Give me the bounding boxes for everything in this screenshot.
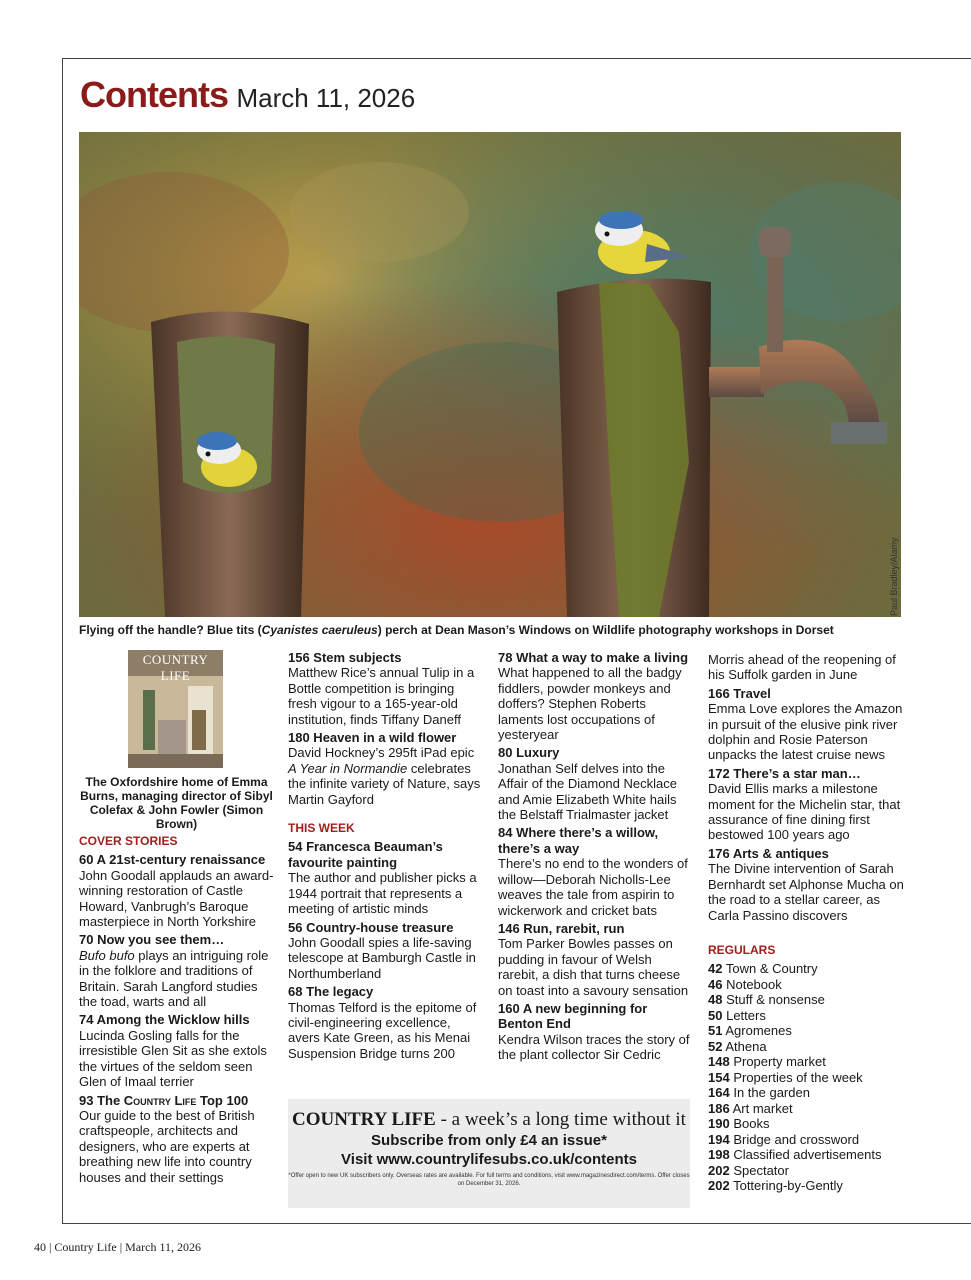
section-heading-this-week: THIS WEEK: [288, 821, 355, 836]
contents-heading: Contents: [80, 74, 228, 115]
brand-name: COUNTRY LIFE: [292, 1109, 436, 1130]
article-title[interactable]: 160 A new beginning for Benton End: [498, 1000, 648, 1032]
caption-text-end: ) perch at Dean Mason’s Windows on Wildlife photography workshops in Dorset: [377, 623, 834, 637]
article-desc: Emma Love explores the Amazon in pursuit of the elusive pink river dolphin and Rosie Paterson unpacks the latest cruise news: [708, 701, 903, 763]
page-number: 164: [708, 1085, 730, 1101]
cover-masthead: COUNTRY LIFE: [142, 652, 209, 683]
photo-caption: [79, 623, 909, 637]
regular-item[interactable]: [708, 961, 908, 977]
blue-tits-illustration: [79, 132, 901, 617]
article-continuation: [708, 652, 908, 683]
article-title[interactable]: 172 There’s a star man…: [708, 765, 861, 781]
subscribe-promo[interactable]: [288, 1099, 690, 1208]
page-number: 50: [708, 1007, 723, 1023]
article-desc: Matthew Rice’s annual Tulip in a Bottle competition is bringing fresh vigour to a 165-year-old institution, finds Tiffany Daneff: [288, 665, 475, 727]
regular-label: Town & Country: [725, 961, 818, 977]
article-title[interactable]: 74 Among the Wicklow hills: [79, 1012, 250, 1028]
regular-label: Stuff & nonsense: [726, 992, 825, 1008]
regular-label: Agromenes: [725, 1023, 792, 1039]
article-entry[interactable]: [79, 852, 274, 929]
page-number: 190: [708, 1116, 730, 1132]
section-heading-cover-stories: COVER STORIES: [79, 834, 178, 848]
page-title: [80, 74, 415, 116]
article-desc: Lucinda Gosling falls for the irresistible Glen Sit as she extols the virtues of the seldom seen Glen of Imaal terrier: [79, 1027, 267, 1090]
article-title[interactable]: 70 Now you see them…: [79, 932, 225, 948]
page-footer: 40 | Country Life | March 11, 2026: [34, 1240, 201, 1254]
regular-item[interactable]: [708, 992, 908, 1008]
article-entry[interactable]: [79, 932, 274, 1009]
article-desc-italic: Bufo bufo: [79, 947, 135, 963]
article-desc-italic: A Year in Normandie: [288, 760, 408, 776]
regular-label: Property market: [733, 1054, 826, 1070]
subscribe-tagline: [288, 1109, 690, 1131]
article-title[interactable]: 78 What a way to make a living: [498, 650, 689, 665]
article-title[interactable]: 166 Travel: [708, 685, 771, 701]
regular-item[interactable]: [708, 1085, 908, 1101]
issue-date: March 11, 2026: [236, 83, 416, 113]
subscribe-terms: *Offer open to new UK subscribers only. Overseas rates are available. For full terms and conditions, visit www.magazinesdirect.com/terms. Offer closes on December 31, 2026.: [288, 1173, 690, 1187]
tap: [709, 367, 764, 397]
article-desc: What happened to all the badgy fiddlers, powder monkeys and doffers? Stephen Roberts laments lost occupations of yesteryear: [498, 665, 682, 743]
page-number: 194: [708, 1131, 730, 1147]
article-title[interactable]: 68 The legacy: [288, 984, 374, 1000]
article-desc: John Goodall applauds an award-winning restoration of Castle Howard, Vanbrugh’s Baroque masterpiece in North Yorkshire: [79, 867, 274, 930]
article-entry[interactable]: [79, 1012, 274, 1089]
regular-item[interactable]: [708, 977, 908, 993]
article-desc-text: plays an intriguing role in the folklore and traditions of Britain. Sarah Langford studies the toad, warts and all: [79, 947, 269, 1010]
regular-item[interactable]: [708, 1023, 908, 1039]
article-title[interactable]: 56 Country-house treasure: [288, 919, 454, 935]
page-number: 42: [708, 961, 723, 977]
regular-label: Classified advertisements: [733, 1147, 882, 1163]
regular-label: Athena: [725, 1038, 767, 1054]
page-number: 202: [708, 1162, 730, 1178]
article-title[interactable]: [79, 1093, 274, 1108]
article-desc: Kendra Wilson traces the story of the plant collector Sir Cedric: [498, 1031, 690, 1063]
regular-item[interactable]: [708, 1147, 908, 1163]
column-four: [708, 652, 908, 1194]
article-desc-text: David Hockney’s 295ft iPad epic: [288, 745, 475, 761]
page-number: 154: [708, 1069, 730, 1085]
article-title[interactable]: 60 A 21st-century renaissance: [79, 852, 266, 868]
section-heading-regulars: REGULARS: [708, 942, 776, 957]
column-cover-stories: [79, 834, 274, 1188]
article-desc: Our guide to the best of British craftspeople, architects and designers, who are experts at breathing new life into country houses and their settings: [79, 1107, 255, 1185]
page-number: 186: [708, 1100, 730, 1116]
article-desc: There’s no end to the wonders of willow—Deborah Nicholls-Lee weaves the tale from aspirin to wickerwork and cricket bats: [498, 856, 688, 918]
article-title[interactable]: 146 Run, rarebit, run: [498, 920, 625, 936]
caption-species: Cyanistes caeruleus: [261, 623, 378, 637]
regular-item[interactable]: [708, 1163, 908, 1179]
article-desc: John Goodall spies a life-saving telescope at Bamburgh Castle in Northumberland: [288, 934, 476, 981]
page-number: 202: [708, 1178, 730, 1194]
page-number: 52: [708, 1038, 723, 1054]
article-entry[interactable]: [708, 766, 908, 843]
page-number: 198: [708, 1147, 730, 1163]
column-two: [288, 650, 483, 1064]
cover-thumbnail[interactable]: [128, 650, 223, 768]
article-entry[interactable]: [288, 920, 483, 982]
article-title[interactable]: 176 Arts & antiques: [708, 845, 829, 861]
column-three: [498, 650, 693, 1066]
regular-item[interactable]: [708, 1039, 908, 1055]
regular-label: Art market: [732, 1100, 793, 1116]
photo-credit: Paul Bradley/Alamy: [889, 537, 899, 616]
page-number: 48: [708, 992, 723, 1008]
article-desc: [288, 745, 483, 807]
regular-label: Bridge and crossword: [733, 1131, 860, 1147]
article-entry[interactable]: [288, 839, 483, 916]
regular-label: Properties of the week: [733, 1069, 863, 1085]
article-desc: Jonathan Self delves into the Affair of the Diamond Necklace and Amie Elizabeth White hails the Belstaff Trialmaster jacket: [498, 760, 677, 823]
article-entry[interactable]: [708, 686, 908, 763]
regular-label: Spectator: [733, 1162, 789, 1178]
article-title[interactable]: 80 Luxury: [498, 745, 560, 761]
article-title[interactable]: 180 Heaven in a wild flower: [288, 730, 457, 746]
article-entry[interactable]: [708, 846, 908, 923]
article-entry[interactable]: [288, 730, 483, 807]
regular-item[interactable]: [708, 1116, 908, 1132]
article-desc: Thomas Telford is the epitome of civil-engineering excellence, avers Kate Green, as his Menai Suspension Bridge turns 200: [288, 999, 477, 1061]
article-entry[interactable]: [498, 745, 693, 822]
article-entry[interactable]: [498, 921, 693, 998]
article-entry[interactable]: [498, 1001, 693, 1063]
article-entry[interactable]: [288, 984, 483, 1061]
article-title[interactable]: 84 Where there’s a willow, there’s a way: [498, 825, 659, 856]
article-title[interactable]: 156 Stem subjects: [288, 650, 402, 665]
subscribe-offer: Subscribe from only £4 an issue*: [371, 1132, 607, 1149]
cover-caption: The Oxfordshire home of Emma Burns, managing director of Sibyl Colefax & John Fowler (Simon Brown): [80, 775, 273, 831]
caption-text: Flying off the handle? Blue tits (: [79, 623, 262, 637]
page-number: 148: [708, 1054, 730, 1070]
page-number: 51: [708, 1023, 723, 1039]
title-part-end: Top 100: [196, 1092, 249, 1108]
regular-label: Letters: [726, 1007, 766, 1023]
regulars-list: [708, 961, 908, 1194]
regular-item[interactable]: [708, 1054, 908, 1070]
article-desc: Morris ahead of the reopening of his Suffolk garden in June: [708, 652, 896, 683]
regular-item[interactable]: [708, 1178, 908, 1194]
article-entry[interactable]: [79, 1093, 274, 1185]
article-title[interactable]: 54 Francesca Beauman’s favourite painting: [288, 839, 443, 870]
subscribe-link[interactable]: Visit www.countrylifesubs.co.uk/contents: [341, 1151, 637, 1168]
regular-item[interactable]: [708, 1132, 908, 1148]
article-desc: The Divine intervention of Sarah Bernhardt set Alphonse Mucha on the road to a stellar career, as Carla Passino discovers: [708, 861, 904, 923]
title-part: 93 The: [79, 1092, 124, 1108]
article-desc: The author and publisher picks a 1944 portrait that represents a meeting of artistic minds: [288, 870, 477, 917]
feature-photo: [79, 132, 901, 617]
regular-label: Notebook: [726, 976, 782, 992]
regular-label: Books: [733, 1116, 770, 1132]
regular-item[interactable]: [708, 1101, 908, 1117]
page-number: 46: [708, 976, 723, 992]
regular-item[interactable]: [708, 1008, 908, 1024]
article-desc: Tom Parker Bowles passes on pudding in favour of Welsh rarebit, a dish that turns cheese on toast into a savoury sensation: [498, 936, 689, 998]
article-entry[interactable]: [498, 825, 693, 917]
article-desc: David Ellis marks a milestone moment for the Michelin star, that assurance of fine dining first bestowed 100 years ago: [708, 781, 901, 843]
regular-label: Tottering-by-Gently: [733, 1178, 843, 1194]
tagline-text: - a week’s a long time without it: [435, 1109, 686, 1130]
article-entry[interactable]: [498, 650, 693, 742]
regular-label: In the garden: [733, 1085, 810, 1101]
regular-item[interactable]: [708, 1070, 908, 1086]
article-desc-end: celebrates the infinite variety of Nature, says Martin Gayford: [288, 760, 481, 807]
title-part-smallcaps: Country Life: [123, 1092, 197, 1108]
article-desc: [79, 948, 274, 1010]
article-entry[interactable]: [288, 650, 483, 727]
